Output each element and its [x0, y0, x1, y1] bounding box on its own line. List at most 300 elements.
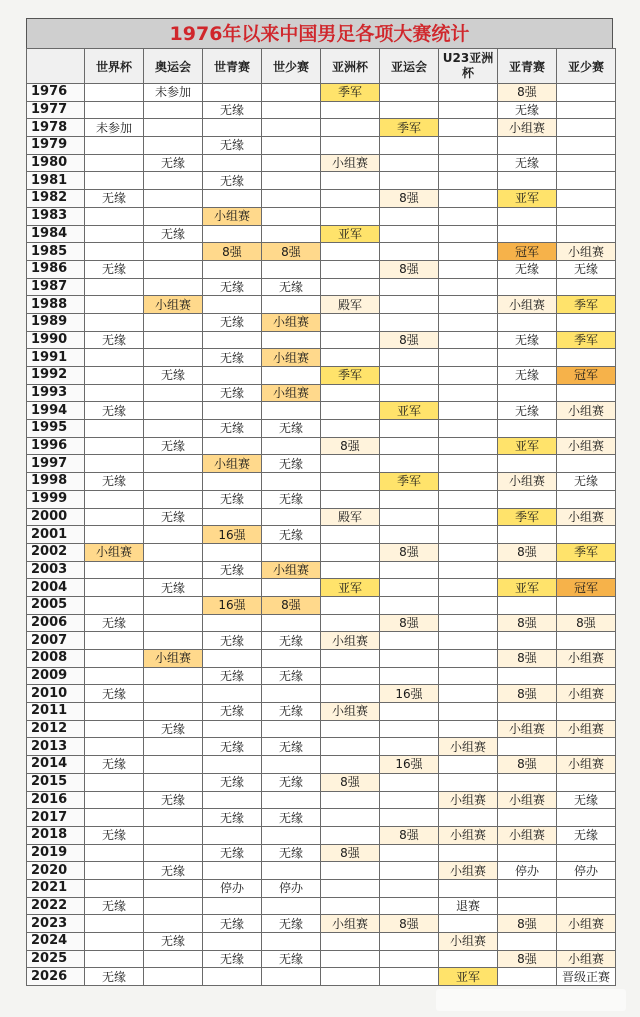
result-cell — [380, 172, 439, 190]
result-cell: 小组赛 — [557, 685, 616, 703]
result-cell — [144, 313, 203, 331]
result-cell: 无缘 — [203, 101, 262, 119]
result-cell — [557, 667, 616, 685]
table-row — [27, 756, 616, 774]
result-cell: 无缘 — [203, 844, 262, 862]
result-cell: 8强 — [498, 756, 557, 774]
year-cell: 2005 — [27, 596, 85, 614]
result-cell: 无缘 — [85, 756, 144, 774]
result-cell: 无缘 — [262, 420, 321, 438]
result-cell — [321, 650, 380, 668]
result-cell: 无缘 — [498, 101, 557, 119]
result-cell: 殿军 — [321, 296, 380, 314]
result-cell: 小组赛 — [321, 915, 380, 933]
year-cell: 1988 — [27, 296, 85, 314]
result-cell — [439, 508, 498, 526]
result-cell — [85, 278, 144, 296]
result-cell — [439, 190, 498, 208]
year-cell: 2016 — [27, 791, 85, 809]
header-u20-world-cup: 世青赛 — [203, 49, 262, 84]
result-cell: 16强 — [380, 685, 439, 703]
result-cell: 未参加 — [85, 119, 144, 137]
tournament-table — [26, 48, 616, 986]
result-cell: 小组赛 — [557, 950, 616, 968]
result-cell — [321, 278, 380, 296]
result-cell — [557, 313, 616, 331]
result-cell — [144, 756, 203, 774]
result-cell — [439, 278, 498, 296]
result-cell: 无缘 — [557, 473, 616, 491]
year-cell: 2026 — [27, 968, 85, 986]
result-cell: 小组赛 — [321, 154, 380, 172]
result-cell — [203, 225, 262, 243]
result-cell — [321, 596, 380, 614]
result-cell — [380, 579, 439, 597]
result-cell: 无缘 — [85, 826, 144, 844]
table-row — [27, 296, 616, 314]
result-cell — [380, 225, 439, 243]
result-cell: 无缘 — [203, 703, 262, 721]
result-cell: 季军 — [321, 84, 380, 102]
year-cell: 1985 — [27, 243, 85, 261]
result-cell — [85, 738, 144, 756]
result-cell — [498, 278, 557, 296]
result-cell — [439, 879, 498, 897]
result-cell: 停办 — [498, 862, 557, 880]
result-cell — [439, 632, 498, 650]
result-cell — [439, 349, 498, 367]
result-cell — [144, 172, 203, 190]
result-cell: 亚军 — [321, 579, 380, 597]
year-cell: 1989 — [27, 313, 85, 331]
table-row — [27, 384, 616, 402]
result-cell — [380, 296, 439, 314]
result-cell — [380, 667, 439, 685]
result-cell — [144, 667, 203, 685]
result-cell: 小组赛 — [557, 720, 616, 738]
result-cell: 无缘 — [262, 703, 321, 721]
result-cell — [557, 190, 616, 208]
result-cell — [557, 738, 616, 756]
result-cell — [262, 331, 321, 349]
result-cell: 无缘 — [203, 384, 262, 402]
result-cell: 无缘 — [262, 950, 321, 968]
result-cell: 无缘 — [85, 331, 144, 349]
result-cell: 无缘 — [144, 367, 203, 385]
result-cell: 无缘 — [203, 137, 262, 155]
result-cell: 无缘 — [144, 791, 203, 809]
year-cell: 2019 — [27, 844, 85, 862]
result-cell — [321, 950, 380, 968]
result-cell — [203, 296, 262, 314]
result-cell — [498, 349, 557, 367]
table-row — [27, 826, 616, 844]
result-cell: 小组赛 — [498, 720, 557, 738]
result-cell: 无缘 — [498, 260, 557, 278]
result-cell: 无缘 — [203, 561, 262, 579]
result-cell — [144, 897, 203, 915]
year-cell: 1982 — [27, 190, 85, 208]
result-cell — [321, 190, 380, 208]
result-cell — [439, 420, 498, 438]
result-cell: 无缘 — [144, 225, 203, 243]
table-row — [27, 437, 616, 455]
result-cell — [203, 826, 262, 844]
result-cell — [262, 862, 321, 880]
result-cell: 无缘 — [144, 508, 203, 526]
result-cell — [85, 172, 144, 190]
result-cell — [498, 384, 557, 402]
result-cell — [85, 84, 144, 102]
result-cell: 无缘 — [203, 349, 262, 367]
result-cell — [557, 526, 616, 544]
year-cell: 1977 — [27, 101, 85, 119]
result-cell — [557, 384, 616, 402]
result-cell — [203, 473, 262, 491]
result-cell — [439, 296, 498, 314]
result-cell — [557, 207, 616, 225]
result-cell — [321, 119, 380, 137]
result-cell: 晋级正赛 — [557, 968, 616, 986]
result-cell: 季军 — [380, 119, 439, 137]
year-cell: 1984 — [27, 225, 85, 243]
result-cell — [498, 844, 557, 862]
result-cell — [439, 437, 498, 455]
result-cell: 停办 — [203, 879, 262, 897]
table-row — [27, 703, 616, 721]
result-cell — [321, 243, 380, 261]
result-cell — [85, 933, 144, 951]
result-cell: 无缘 — [203, 420, 262, 438]
result-cell: 亚军 — [439, 968, 498, 986]
result-cell — [262, 190, 321, 208]
table-row — [27, 632, 616, 650]
result-cell — [380, 632, 439, 650]
result-cell — [262, 720, 321, 738]
result-cell — [321, 933, 380, 951]
result-cell — [144, 738, 203, 756]
result-cell: 8强 — [498, 915, 557, 933]
year-cell: 2021 — [27, 879, 85, 897]
year-cell: 2017 — [27, 809, 85, 827]
result-cell — [439, 614, 498, 632]
result-cell: 无缘 — [262, 490, 321, 508]
result-cell — [144, 809, 203, 827]
result-cell: 冠军 — [557, 579, 616, 597]
header-olympics: 奥运会 — [144, 49, 203, 84]
result-cell — [321, 667, 380, 685]
result-cell — [380, 278, 439, 296]
result-cell — [321, 260, 380, 278]
result-cell: 8强 — [380, 331, 439, 349]
result-cell: 无缘 — [85, 968, 144, 986]
result-cell: 小组赛 — [203, 455, 262, 473]
result-cell — [321, 791, 380, 809]
result-cell — [380, 490, 439, 508]
result-cell: 无缘 — [203, 773, 262, 791]
result-cell: 8强 — [498, 543, 557, 561]
result-cell — [439, 455, 498, 473]
result-cell — [85, 773, 144, 791]
result-cell — [144, 844, 203, 862]
result-cell — [498, 137, 557, 155]
result-cell: 无缘 — [262, 278, 321, 296]
table-row — [27, 278, 616, 296]
result-cell — [85, 367, 144, 385]
result-cell — [203, 720, 262, 738]
result-cell: 小组赛 — [557, 508, 616, 526]
result-cell — [557, 897, 616, 915]
table-row — [27, 101, 616, 119]
result-cell: 小组赛 — [203, 207, 262, 225]
result-cell — [321, 879, 380, 897]
result-cell — [85, 455, 144, 473]
result-cell: 小组赛 — [557, 437, 616, 455]
result-cell — [262, 402, 321, 420]
result-cell: 亚军 — [498, 437, 557, 455]
table-row — [27, 968, 616, 986]
result-cell: 无缘 — [262, 455, 321, 473]
result-cell — [498, 526, 557, 544]
result-cell — [321, 207, 380, 225]
result-cell — [321, 614, 380, 632]
result-cell — [85, 490, 144, 508]
result-cell: 季军 — [557, 331, 616, 349]
result-cell — [85, 862, 144, 880]
year-cell: 1983 — [27, 207, 85, 225]
result-cell: 无缘 — [498, 331, 557, 349]
result-cell — [439, 384, 498, 402]
result-cell — [203, 331, 262, 349]
result-cell: 无缘 — [262, 632, 321, 650]
result-cell — [144, 384, 203, 402]
header-asian-cup: 亚洲杯 — [321, 49, 380, 84]
result-cell — [203, 260, 262, 278]
result-cell: 小组赛 — [557, 756, 616, 774]
table-row — [27, 119, 616, 137]
result-cell — [321, 543, 380, 561]
result-cell: 无缘 — [203, 490, 262, 508]
result-cell — [439, 367, 498, 385]
result-cell: 季军 — [380, 473, 439, 491]
result-cell — [262, 650, 321, 668]
result-cell — [321, 137, 380, 155]
result-cell — [262, 685, 321, 703]
table-row — [27, 543, 616, 561]
result-cell — [380, 455, 439, 473]
stats-sheet — [26, 18, 613, 986]
result-cell — [321, 101, 380, 119]
result-cell: 8强 — [498, 614, 557, 632]
table-row — [27, 879, 616, 897]
result-cell — [380, 791, 439, 809]
result-cell: 小组赛 — [321, 703, 380, 721]
result-cell — [498, 561, 557, 579]
result-cell — [498, 773, 557, 791]
result-cell — [144, 526, 203, 544]
table-row — [27, 897, 616, 915]
result-cell — [321, 172, 380, 190]
result-cell — [85, 137, 144, 155]
year-cell: 2020 — [27, 862, 85, 880]
result-cell — [380, 137, 439, 155]
result-cell — [380, 968, 439, 986]
result-cell: 无缘 — [557, 791, 616, 809]
result-cell — [439, 101, 498, 119]
result-cell — [439, 579, 498, 597]
table-row — [27, 313, 616, 331]
year-cell: 2002 — [27, 543, 85, 561]
result-cell — [321, 756, 380, 774]
result-cell: 小组赛 — [498, 296, 557, 314]
result-cell: 小组赛 — [439, 791, 498, 809]
result-cell — [262, 207, 321, 225]
result-cell — [144, 243, 203, 261]
result-cell: 8强 — [262, 243, 321, 261]
result-cell — [85, 526, 144, 544]
result-cell — [439, 756, 498, 774]
result-cell — [144, 420, 203, 438]
table-row — [27, 950, 616, 968]
result-cell: 无缘 — [144, 720, 203, 738]
table-row — [27, 526, 616, 544]
result-cell — [321, 402, 380, 420]
result-cell — [262, 437, 321, 455]
result-cell: 无缘 — [557, 260, 616, 278]
header-world-cup: 世界杯 — [85, 49, 144, 84]
result-cell: 小组赛 — [144, 650, 203, 668]
table-row — [27, 596, 616, 614]
result-cell — [85, 508, 144, 526]
year-cell: 2007 — [27, 632, 85, 650]
year-cell: 2018 — [27, 826, 85, 844]
result-cell — [380, 84, 439, 102]
table-row — [27, 207, 616, 225]
year-cell: 2023 — [27, 915, 85, 933]
result-cell: 小组赛 — [557, 650, 616, 668]
result-cell — [380, 773, 439, 791]
result-cell: 无缘 — [144, 933, 203, 951]
result-cell — [85, 154, 144, 172]
result-cell — [144, 278, 203, 296]
result-cell — [557, 596, 616, 614]
result-cell: 小组赛 — [262, 313, 321, 331]
result-cell — [321, 349, 380, 367]
result-cell — [439, 703, 498, 721]
result-cell — [262, 137, 321, 155]
result-cell — [262, 508, 321, 526]
result-cell — [85, 225, 144, 243]
table-row — [27, 773, 616, 791]
result-cell — [262, 933, 321, 951]
result-cell — [380, 349, 439, 367]
year-cell: 1997 — [27, 455, 85, 473]
year-cell: 2001 — [27, 526, 85, 544]
result-cell — [557, 773, 616, 791]
table-row — [27, 809, 616, 827]
result-cell — [262, 296, 321, 314]
result-cell: 无缘 — [498, 154, 557, 172]
result-cell — [85, 791, 144, 809]
table-row — [27, 915, 616, 933]
result-cell: 亚军 — [498, 579, 557, 597]
year-cell: 2015 — [27, 773, 85, 791]
result-cell: 停办 — [557, 862, 616, 880]
result-cell: 8强 — [498, 84, 557, 102]
result-cell: 小组赛 — [439, 933, 498, 951]
result-cell — [144, 207, 203, 225]
result-cell — [321, 897, 380, 915]
result-cell — [557, 137, 616, 155]
result-cell — [439, 543, 498, 561]
result-cell: 8强 — [380, 543, 439, 561]
result-cell: 无缘 — [85, 190, 144, 208]
result-cell — [203, 685, 262, 703]
result-cell: 殿军 — [321, 508, 380, 526]
result-cell — [439, 667, 498, 685]
table-row — [27, 561, 616, 579]
result-cell: 亚军 — [321, 225, 380, 243]
result-cell: 8强 — [262, 596, 321, 614]
table-row — [27, 667, 616, 685]
result-cell: 16强 — [380, 756, 439, 774]
result-cell — [321, 826, 380, 844]
table-row — [27, 190, 616, 208]
result-cell — [85, 420, 144, 438]
result-cell — [85, 437, 144, 455]
result-cell — [85, 632, 144, 650]
result-cell — [321, 720, 380, 738]
year-cell: 1980 — [27, 154, 85, 172]
result-cell — [203, 437, 262, 455]
result-cell — [144, 260, 203, 278]
result-cell — [557, 101, 616, 119]
result-cell — [498, 490, 557, 508]
result-cell — [85, 243, 144, 261]
result-cell: 季军 — [557, 296, 616, 314]
result-cell — [85, 667, 144, 685]
result-cell — [203, 579, 262, 597]
result-cell — [498, 455, 557, 473]
result-cell — [262, 84, 321, 102]
result-cell — [262, 826, 321, 844]
year-cell: 1978 — [27, 119, 85, 137]
result-cell — [380, 101, 439, 119]
result-cell — [321, 384, 380, 402]
result-cell: 退赛 — [439, 897, 498, 915]
year-cell: 2011 — [27, 703, 85, 721]
result-cell — [144, 879, 203, 897]
result-cell — [85, 844, 144, 862]
year-cell: 2013 — [27, 738, 85, 756]
year-cell: 1998 — [27, 473, 85, 491]
result-cell: 季军 — [321, 367, 380, 385]
result-cell — [439, 137, 498, 155]
table-row — [27, 720, 616, 738]
table-row — [27, 154, 616, 172]
result-cell — [321, 685, 380, 703]
result-cell — [85, 296, 144, 314]
result-cell — [144, 826, 203, 844]
year-cell: 2008 — [27, 650, 85, 668]
result-cell: 8强 — [498, 950, 557, 968]
result-cell — [144, 703, 203, 721]
result-cell — [203, 119, 262, 137]
result-cell — [380, 420, 439, 438]
year-cell: 2003 — [27, 561, 85, 579]
year-cell: 1992 — [27, 367, 85, 385]
result-cell — [439, 402, 498, 420]
